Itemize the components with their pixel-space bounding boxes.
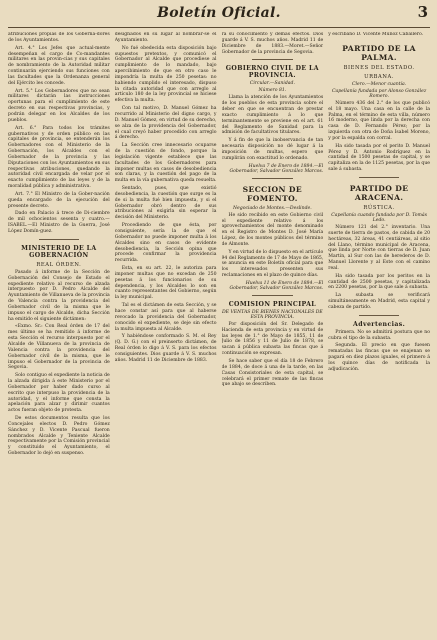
paragraph: Llama la atención de los Ayuntamientos de los pueblos de esta provincia sobre el deber en que se encuentran de prestar exacto cumplimiento á lo que terminantemente se previene en el art. 61 del Reglamento de Sanidad para la admisión de facultativos titulares.	[221, 95, 324, 136]
section-subtitle: Negociado de Montes.—Deslinde.	[233, 205, 312, 211]
signature-line: Huelva 11 de Enero de 1884.—El Gobernador, Salvador González Marcos.	[229, 280, 324, 291]
divider	[252, 178, 293, 179]
paragraph: Procediendo de que ésta, por consiguiente, sería la de que el Gobernador no puede imponer multa á los Alcaldes sino en casos de evidente desobediencia, la Sección opina que procede confirmar la providencia recurrida.	[114, 223, 217, 264]
divider	[252, 295, 293, 296]
paragraph: Ha sido tasada por los peritos en la cantidad de 2500 pesetas, y capitalizada en 2200 pesetas, por la que sale á subasta.	[328, 273, 430, 291]
section-subheading: BIENES DEL ESTADO.	[343, 64, 415, 71]
divider	[39, 239, 80, 240]
page-number: 3	[417, 3, 428, 21]
paragraph: Sentado, pues, que existió desobediencia, la cuestión que surge es la de si la multa fué bien impuesta, y si el Gobernador obró dentro de sus atribuciones al exigirla sin esperar la decisión del Ministerio.	[114, 186, 217, 221]
newspaper-title: Boletín Oficial.	[157, 5, 281, 21]
paragraph: y escribano D. Vicente Muñoz Caballero.	[328, 32, 424, 37]
column-3	[222, 32, 324, 640]
section-heading: PARTIDO DE LA PALMA.	[342, 43, 416, 62]
section-heading: GOBIERNO CIVIL DE LA PROVINCIA.	[225, 65, 319, 80]
divider	[359, 315, 400, 316]
paragraph: Y en virtud de lo dispuesto en el artículo 94 del Reglamento de 17 de Mayo de 1865, se anuncia en este Boletín oficial para que los interesados presenten sus reclamaciones en el plazo de quince días.	[221, 249, 324, 279]
paragraph: De estos documentos resulta que los Concejales electos D. Pedro Gómez Sánchez y D. Vicente Pascual fueron nombrados Alcalde y Teniente Alcalde respectivamente por la Comisión provincial y constituido el Ayuntamiento, el Gobernador lo dejó en suspenso.	[8, 416, 110, 457]
paragraph: La subasta se verificará simultáneamente en Madrid, esta capital y cabeza de partido.	[328, 293, 430, 310]
paragraph: Dado en Palacio á trece de Di-ciembre de mil ochocientos sesenta y cuatro.—ISABEL.—El Ministro de la Guerra, José López Domín-guez.	[8, 211, 110, 234]
section-subheading: REAL ÓRDEN.	[36, 261, 82, 268]
paragraph: «Exmo. Sr.: Con Real órden de 17 del mes último se ha remitido á informe de esta Sección el recurso interpuesto por el Alcalde de Villanueva de la provincia de Valencia contra la providencia del Gobernador civil de la misma, que le impuso el Gobernador de la provincia de Segovia.	[8, 324, 110, 371]
paragraph: Tal es el dictámen de esta Sección, y se hace constar así para que al haberse revocado la providencia del Gobernador, conocido el expediente, se deje sin efecto la multa impuesta al Alcalde.	[114, 303, 217, 332]
paragraph: Art. 5.° Los Gobernadores que no sean militares dictarán las instrucciones oportunas para el cumplimiento de este decreto en sus respectivas provincias, y podrán delegar en los Alcaldes de los pueblos.	[8, 88, 110, 123]
paragraph: Art. 4.° Los Jefes que actual-mente desempeñan el cargo de Co-mandantes militares en las provin-cias y sus capitales de nombramiento de la Autoridad militar continuarán ejerciendo sus funciones con las facultades que la Ordenanza general del Ejército les concede.	[8, 45, 110, 86]
paragraph: Primera. No se admitirá postura que no cubra el tipo de la subasta.	[328, 329, 430, 341]
section-subtitle: Clero.—Menor cuantía.	[352, 81, 407, 87]
section-subheading: RÚSTICA.	[363, 204, 395, 211]
paragraph: Solo contiguo el expediente la noticia de la alzada dirigida á este Ministerio por el Gobernador por haber dado curso al escrito que interpuso la providencia de la autoridad, y el informe que consta la apelación para alzar y dirimir cuantos actos fueran objeto de protesta.	[8, 373, 110, 414]
section-heading: SECCION DE FOMENTO.	[242, 184, 303, 203]
paragraph: Ha sido tasada por el perito D. Manuel Pérez y D. Antonio Rodríguez en la cantidad de 1500 pesetas de capital, y se capitaliza en la de 1125 pesetas, por la que sale á subasta.	[328, 143, 430, 173]
section-heading: MINISTERIO DE LA GOBERNACIÓN	[21, 244, 97, 259]
section-subtitle: Circular.—Sanidad.	[249, 81, 295, 87]
paragraph: atribuciones propias de los Goberna-dores de los Ayuntamientos.	[8, 32, 110, 43]
paragraph: ra su conocimiento y demás efectos. Dios guarde á V. S. muchos años. Madrid 11 de Diciembre de 1883.—Moret.—Señor Gobernador de la provincia de Segovia.	[221, 32, 324, 55]
section-heading: COMISION PRINCIPAL	[228, 300, 317, 308]
masthead	[8, 3, 430, 28]
section-subtitle: Capellanía cuando fundada por D. Tomás Ledo.	[331, 212, 428, 223]
section-heading: Advertencias.	[353, 320, 406, 328]
section-subtitle: Capellanía fundada por Alonso González Romero.	[331, 88, 427, 99]
paragraph: Y á fin de que la inobservancia de tan necesaria disposición no dé lugar á la imposición de multas, espero que cumplirán con exactitud lo ordenado.	[221, 138, 324, 161]
paragraph: No fué obedecida esta disposición bajo supuestos pretextos, y comunicó el Gobernador al Alcalde que procediese al cumplimiento de lo mandado, bajo apercibimiento de que en otro caso le impondría la multa de 250 pesetas: no habiendo cumplido el interesado, dispuso la citada autoridad que con arreglo al artículo 180 de la ley provincial se hiciese efectiva la multa.	[114, 45, 217, 104]
section-heading: PARTIDO DE ARACENA.	[349, 183, 409, 202]
paragraph: Y habiéndose conformado S. M. el Rey (Q. D. G.) con el preinserto dictámen, de Real órden lo digo á V. S. para los efectos consiguientes. Dios guarde á V. S. muchos años. Madrid 11 de Diciembre de 1883.	[114, 334, 217, 363]
paragraph: Art. 7.° El Ministro de la Gober-nación queda encargado de la ejecución del presente decreto.	[8, 191, 110, 209]
column-1	[8, 32, 110, 640]
paragraph: Número 121 del 2.° inventario. Una suerte de tierra de pastos, de cabida de 20 hectáreas, 32 áreas, 41 centiáreas, al sitio del Llano, término municipal de Aracena, que linda por Norte con tierras de D. Juan Martín, al Sur con las de herederos de D. Manuel Llorente y al Este con el camino real.	[328, 224, 430, 271]
paragraph: Con tal motivo, D. Manuel Gómez ha recurrido al Ministerio del digno cargo, y D. Manuel Gómez, en virtud de su derecho, se alza de la providencia del Gobernador, el cual creyó haber procedido con arreglo á derecho.	[114, 106, 217, 141]
paragraph: designados en su lugar al nombrar-se el Ayuntamiento.	[114, 32, 217, 43]
divider	[359, 177, 400, 178]
paragraph: Se hace saber que el día 18 de Febrero de 1884, de doce á una de la tarde, en las Casas Consistoriales de esta capital, se celebrará el primer remate de las fincas que abajo se describen.	[221, 359, 324, 388]
paragraph: Segunda. El precio en que fuesen rematadas las fincas que se enajenan se pagará en diez plazos iguales, el primero á los quince días de notificada la adjudicación.	[328, 343, 430, 372]
column-4	[328, 32, 430, 640]
paragraph: Pasado á informe de la Sección de Gobernación del Consejo de Estado el expediente relativo al recurso de alzada interpuesto por D. Pedro Alcalde del Ayuntamiento de Villanueva de la provincia de Valencia contra la providencia del Gobernador civil de la misma que le impuso el cargo de Alcalde, dicha Sección ha emitido el siguiente dictámen:	[8, 269, 110, 322]
column-2	[115, 32, 217, 640]
text-columns	[8, 32, 430, 640]
paragraph: La Sección cree innecesario ocuparse de la cuestión de fondo, porque la legislación vigente establece que las facultades de los Gobernadores para imponer multas en casos de desobediencia son claras, y la cuestión del pago de la multa en la vía gubernativa queda resuelta.	[114, 143, 217, 184]
circular-number: Número 81.	[258, 88, 287, 94]
paragraph: Art. 6.° Para todos los trámites gubernativos y de orden público en las capitales de provincia, se entenderán los Gobernadores con el Ministerio de la Gobernación, los Alcaldes con el Gobernador de la provincia y las Diputaciones con los Ayuntamientos en sus respectivas atribuciones, quedando la autoridad civil encargada de velar por el exacto cumplimiento de las leyes y de la moralidad pública y administrativa.	[8, 125, 110, 190]
paragraph: Número 436 del 2.° de los que publicó el 18 mayo. Una casa en la calle de la Palma, en el término de esta villa, número 16 moderno, que linda por la derecha con casa de D. Fernando Pérez; por la izquierda con otra de Doña Isabel Moreno, y por la espalda con corral.	[328, 100, 430, 141]
signature-line: Huelva 7 de Enero de 1884.—El Gobernador, Salvador González Marcos.	[229, 163, 324, 174]
section-subheading: URBANA.	[364, 73, 395, 80]
paragraph: He sido recibido en este Gobierno civil el expediente relativo á los aprovechamientos del monte denominado en el Registro de Montes D. José María López, de los montes públicos del término de Almonte.	[221, 212, 324, 247]
paragraph: Esta, en su art. 22, le autoriza para imponer multas que no excedan de 250 pesetas á los funcionarios de su dependencia, y los Alcaldes lo son en cuanto representantes del Gobierno, según la ley municipal.	[114, 266, 217, 301]
section-subtitle: DE VENTAS DE BIENES NACIONALES DE ESTA PROVINCIA.	[221, 309, 323, 320]
paragraph: Por disposición del Sr. Delegado de Hacienda de esta provincia y en virtud de las leyes de 1.° de Mayo de 1855, 11 de Julio de 1856 y 11 de Julio de 1878, se sacan á pública subasta las fincas que á continuación se expresan.	[221, 321, 324, 357]
divider	[252, 59, 293, 60]
